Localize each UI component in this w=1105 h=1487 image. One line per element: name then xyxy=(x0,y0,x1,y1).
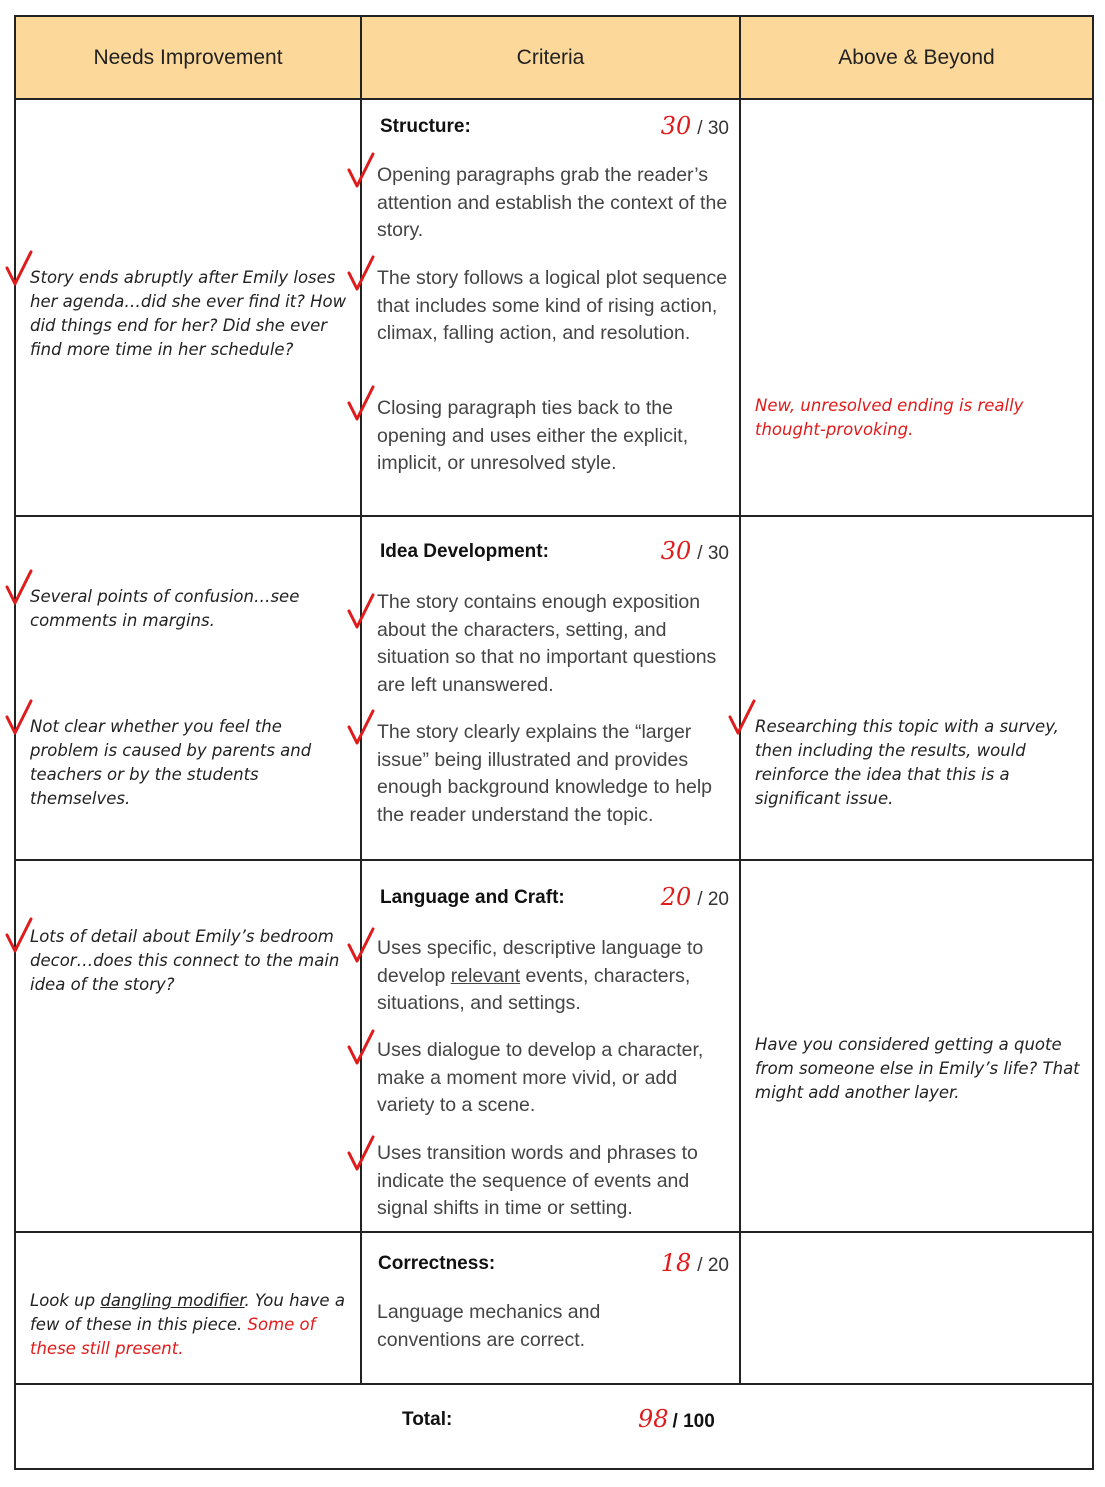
criterion-text: Closing paragraph ties back to the opening and uses either the explicit, implicit, or unresolved style. xyxy=(377,397,689,474)
row-language-craft xyxy=(16,861,1092,1233)
criteria-score xyxy=(661,537,729,565)
row-correctness xyxy=(16,1233,1092,1385)
needs-cell xyxy=(16,861,362,1231)
above-cell xyxy=(741,861,1092,1231)
total-score xyxy=(638,1405,715,1433)
row-idea-development xyxy=(16,517,1092,861)
criterion-text-part: events, characters, situations, and settings. xyxy=(377,964,691,1014)
red-check-icon xyxy=(346,709,376,749)
red-check-icon xyxy=(727,699,757,739)
criterion-text: The story contains enough exposition about the characters, setting, and situation so that no important questions are left unanswered. xyxy=(377,591,717,696)
above-comment: Researching this topic with a survey, then including the results, would reinforce the idea that this is a significant issue. xyxy=(755,717,1059,808)
above-cell xyxy=(741,1233,1092,1383)
max-score: / 30 xyxy=(697,118,729,139)
criterion-text: Uses transition words and phrases to indicate the sequence of events and signal shifts in time or setting. xyxy=(377,1142,698,1219)
awarded-score: 30 xyxy=(660,112,692,140)
header-criteria: Criteria xyxy=(362,17,741,98)
total-max: / 100 xyxy=(672,1411,715,1432)
needs-cell xyxy=(16,517,362,859)
criteria-score xyxy=(661,883,729,911)
criteria-cell xyxy=(362,1233,741,1383)
criteria-cell xyxy=(362,517,741,859)
needs-comment xyxy=(30,1289,360,1361)
criteria-cell xyxy=(362,861,741,1231)
above-cell xyxy=(741,517,1092,859)
header-needs-improvement: Needs Improvement xyxy=(16,17,362,98)
needs-text-part: . You have a few of these in this piece. xyxy=(30,1291,345,1334)
needs-text-part: Look up xyxy=(30,1291,101,1310)
red-check-icon xyxy=(346,593,376,633)
needs-comment: Story ends abruptly after Emily loses her agenda…did she ever find it? How did things end for her? Did she ever find more time in her schedule? xyxy=(30,268,347,359)
needs-comment: Lots of detail about Emily’s bedroom decor…does this connect to the main idea of the story? xyxy=(30,927,340,994)
max-score: / 30 xyxy=(697,543,729,564)
red-check-icon xyxy=(346,927,376,967)
criteria-title: Language and Craft: xyxy=(380,887,565,908)
total-label: Total: xyxy=(402,1409,453,1430)
criterion-text: The story clearly explains the “larger issue” being illustrated and provides enough background knowledge to help the reader understand the topic. xyxy=(377,721,713,826)
above-cell xyxy=(741,100,1092,515)
criterion-text: The story follows a logical plot sequence that includes some kind of rising action, climax, falling action, and resolution. xyxy=(377,267,728,344)
red-check-icon xyxy=(346,152,376,192)
criteria-score xyxy=(661,112,729,140)
criterion-text: Opening paragraphs grab the reader’s attention and establish the context of the story. xyxy=(377,164,728,241)
max-score: / 20 xyxy=(697,889,729,910)
header-row xyxy=(16,17,1092,100)
above-comment: New, unresolved ending is really thought-provoking. xyxy=(755,396,1024,439)
needs-cell xyxy=(16,100,362,515)
row-total xyxy=(16,1385,1092,1468)
awarded-score: 18 xyxy=(660,1249,692,1277)
criterion-text-part: Uses specific, descriptive language to develop xyxy=(377,937,704,987)
red-check-icon xyxy=(346,385,376,425)
awarded-score: 20 xyxy=(660,883,692,911)
criterion-text: Language mechanics and conventions are correct. xyxy=(377,1301,601,1351)
header-above-beyond: Above & Beyond xyxy=(838,45,995,69)
criteria-title: Idea Development: xyxy=(380,541,549,562)
criterion-underlined-word: relevant xyxy=(450,964,521,987)
red-check-icon xyxy=(346,1135,376,1175)
red-check-icon xyxy=(346,1029,376,1069)
awarded-score: 30 xyxy=(660,537,692,565)
criteria-score xyxy=(661,1249,729,1277)
total-awarded: 98 xyxy=(638,1405,669,1433)
criterion-text xyxy=(377,935,733,1018)
max-score: / 20 xyxy=(697,1255,729,1276)
above-comment: Have you considered getting a quote from someone else in Emily’s life? That might add another layer. xyxy=(755,1035,1080,1102)
total-spacer xyxy=(16,1385,362,1468)
needs-followup-note: Some of these still present. xyxy=(30,1315,316,1358)
needs-underlined-term: dangling modifier xyxy=(100,1291,245,1310)
needs-comment: Several points of confusion…see comments in margins. xyxy=(30,587,300,630)
needs-cell xyxy=(16,1233,362,1383)
criteria-title: Structure: xyxy=(380,116,471,137)
needs-comment: Not clear whether you feel the problem is caused by parents and teachers or by the students themselves. xyxy=(30,717,312,808)
rubric-table xyxy=(14,15,1094,1470)
row-structure xyxy=(16,100,1092,517)
criterion-text: Uses dialogue to develop a character, make a moment more vivid, or add variety to a scene. xyxy=(377,1039,704,1116)
criteria-title: Correctness: xyxy=(378,1253,496,1274)
red-check-icon xyxy=(346,255,376,295)
total-cell xyxy=(362,1385,1092,1468)
criteria-cell xyxy=(362,100,741,515)
